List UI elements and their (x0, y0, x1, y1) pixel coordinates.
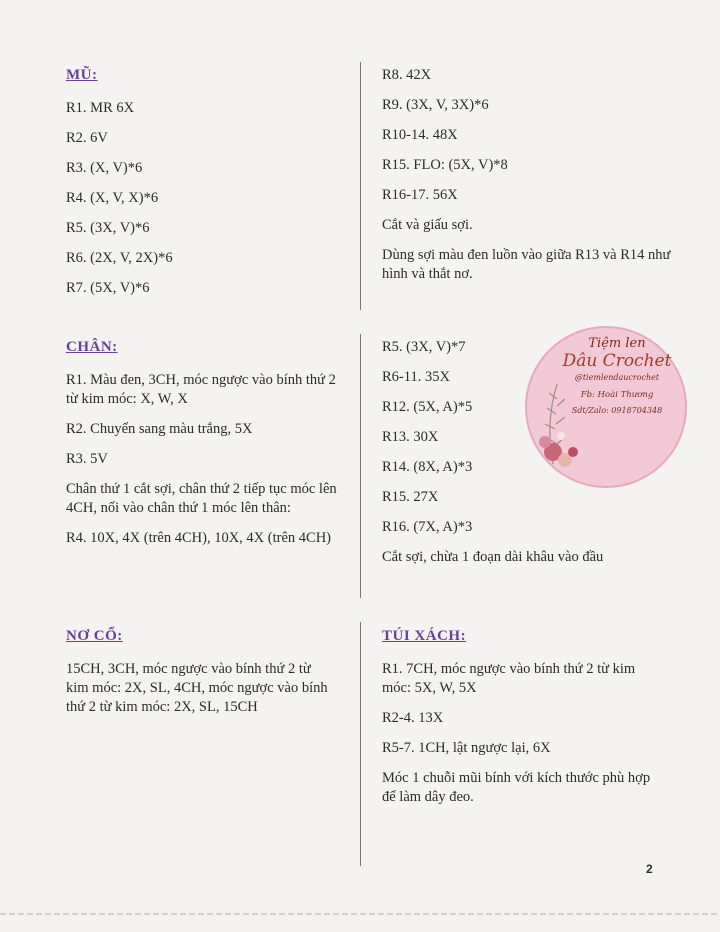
pattern-row: 15CH, 3CH, móc ngược vào bính thứ 2 từ kim móc: 2X, SL, 4CH, móc ngược vào bính thứ 2 từ kim móc: 2X, SL, 15CH (66, 661, 328, 715)
section-chan (66, 338, 341, 559)
column-divider-3 (360, 622, 361, 866)
logo-facebook: Fb: Hoài Thương (580, 390, 654, 400)
pattern-row: R1. 7CH, móc ngược vào bính thứ 2 từ kim móc: 5X, W, 5X (382, 661, 636, 696)
pattern-row: R2. Chuyển sang màu trắng, 5X (66, 421, 253, 437)
page-number: 2 (646, 862, 653, 876)
section-tui-xach (382, 627, 652, 818)
column-divider-1 (360, 62, 361, 310)
pattern-row: R1. MR 6X (66, 100, 135, 116)
pattern-row: Cắt và giấu sợi. (382, 217, 473, 233)
pattern-row: R2-4. 13X (382, 710, 444, 726)
pattern-note: Chân thứ 1 cắt sợi, chân thứ 2 tiếp tục móc lên 4CH, nối vào chân thứ 1 móc lên thân: (66, 481, 337, 516)
pattern-row: R14. (8X, A)*3 (382, 459, 473, 475)
section-title-no-co: NƠ CỔ: (66, 628, 123, 644)
pattern-row: R12. (5X, A)*5 (382, 399, 473, 415)
pattern-row: R4. (X, V, X)*6 (66, 190, 159, 206)
section-title-mu: MŨ: (66, 67, 98, 83)
pattern-row: R4. 10X, 4X (trên 4CH), 10X, 4X (trên 4CH) (66, 530, 331, 546)
section-no-co (66, 627, 336, 728)
pattern-row: R15. 27X (382, 489, 439, 505)
pattern-row: R6-11. 35X (382, 369, 450, 385)
pattern-row: R3. 5V (66, 451, 108, 467)
section-title-chan: CHÂN: (66, 339, 118, 355)
pattern-row: R16. (7X, A)*3 (382, 519, 473, 535)
pattern-note: Cắt sợi, chừa 1 đoạn dài khâu vào đầu (382, 549, 604, 565)
pattern-row: R15. FLO: (5X, V)*8 (382, 157, 508, 173)
pattern-row: R2. 6V (66, 130, 108, 146)
section-mu (66, 66, 346, 309)
pattern-row: R6. (2X, V, 2X)*6 (66, 250, 173, 266)
bottom-rule (0, 913, 720, 915)
logo-title: Tiệm len (588, 336, 646, 351)
pattern-row: R8. 42X (382, 67, 432, 83)
pattern-note: Dùng sợi màu đen luồn vào giữa R13 và R14 như hình và thắt nơ. (382, 247, 671, 282)
pattern-row: R1. Màu đen, 3CH, móc ngược vào bính thứ 2 từ kim móc: X, W, X (66, 372, 336, 407)
pattern-row: R10-14. 48X (382, 127, 458, 143)
section-mu-continued (382, 66, 672, 295)
pattern-row: R13. 30X (382, 429, 439, 445)
column-divider-2 (360, 334, 361, 598)
pattern-row: R5. (3X, V)*6 (66, 220, 150, 236)
shop-logo (523, 324, 689, 490)
section-title-tui-xach: TÚI XÁCH: (382, 628, 467, 644)
pattern-note: Móc 1 chuỗi mũi bính với kích thước phù hợp để làm dây đeo. (382, 770, 651, 805)
pattern-row: R5. (3X, V)*7 (382, 339, 466, 355)
pattern-row: R7. (5X, V)*6 (66, 280, 150, 296)
logo-phone: Sdt/Zalo: 0918704348 (571, 406, 663, 415)
pattern-row: R9. (3X, V, 3X)*6 (382, 97, 489, 113)
pattern-row: R3. (X, V)*6 (66, 160, 143, 176)
pattern-row: R16-17. 56X (382, 187, 458, 203)
pattern-row: R5-7. 1CH, lật ngược lại, 6X (382, 740, 551, 756)
logo-handle: @tiemlendaucrochet (574, 373, 660, 382)
logo-brand: Dâu Crochet (562, 351, 672, 371)
